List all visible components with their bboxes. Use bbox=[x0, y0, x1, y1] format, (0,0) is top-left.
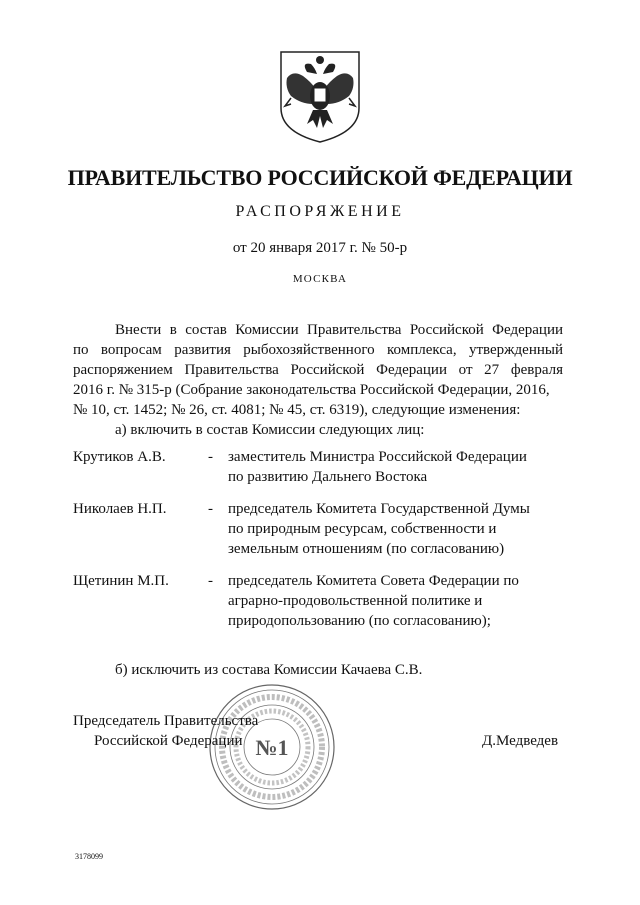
member-dash: - bbox=[208, 573, 213, 589]
member-role-line: заместитель Министра Российской Федерации bbox=[228, 449, 527, 465]
document-type: РАСПОРЯЖЕНИЕ bbox=[235, 203, 405, 220]
item-a-text: а) включить в состав Комиссии следующих лиц: bbox=[115, 422, 425, 438]
intro-line: по вопросам развития рыбохозяйственного комплекса, утвержденный bbox=[73, 342, 563, 358]
document-date-number: от 20 января 2017 г. № 50-р bbox=[232, 240, 408, 256]
member-role-line: председатель Комитета Государственной Думы bbox=[228, 501, 530, 517]
member-role-line: по развитию Дальнего Востока bbox=[228, 469, 428, 485]
member-role-line: по природным ресурсам, собственности и bbox=[228, 521, 497, 537]
signer-name: Д.Медведев bbox=[482, 733, 559, 749]
member-role-line: природопользованию (по согласованию); bbox=[228, 613, 491, 629]
signer-title-line2: Российской Федерации bbox=[94, 733, 243, 749]
member-name: Крутиков А.В. bbox=[73, 449, 166, 465]
item-b-text: б) исключить из состава Комиссии Качаева С.В. bbox=[115, 662, 423, 678]
intro-line: распоряжением Правительства Российской Федерации от 27 февраля bbox=[73, 362, 563, 378]
document-city: МОСКВА bbox=[292, 273, 348, 285]
member-role-line: председатель Комитета Совета Федерации по bbox=[228, 573, 519, 589]
member-role-line: аграрно-продовольственной политике и bbox=[228, 593, 483, 609]
intro-line: Внести в состав Комиссии Правительства Российской Федерации bbox=[115, 322, 563, 338]
member-name: Щетинин М.П. bbox=[73, 573, 169, 589]
member-dash: - bbox=[208, 449, 213, 465]
government-title: ПРАВИТЕЛЬСТВО РОССИЙСКОЙ ФЕДЕРАЦИИ bbox=[67, 165, 573, 190]
intro-line: 2016 г. № 315-р (Собрание законодательства Российской Федерации, 2016, bbox=[73, 382, 550, 398]
document-code: 3178099 bbox=[75, 852, 103, 861]
russian-coat-of-arms-icon bbox=[277, 48, 363, 144]
member-name: Николаев Н.П. bbox=[73, 501, 167, 517]
member-role-line: земельным отношениям (по согласованию) bbox=[228, 541, 505, 557]
intro-line: № 10, ст. 1452; № 26, ст. 4081; № 45, ст. 6319), следующие изменения: bbox=[73, 402, 521, 418]
seal-number: №1 bbox=[255, 735, 289, 760]
member-dash: - bbox=[208, 501, 213, 517]
signer-title-line1: Председатель Правительства bbox=[73, 713, 259, 729]
